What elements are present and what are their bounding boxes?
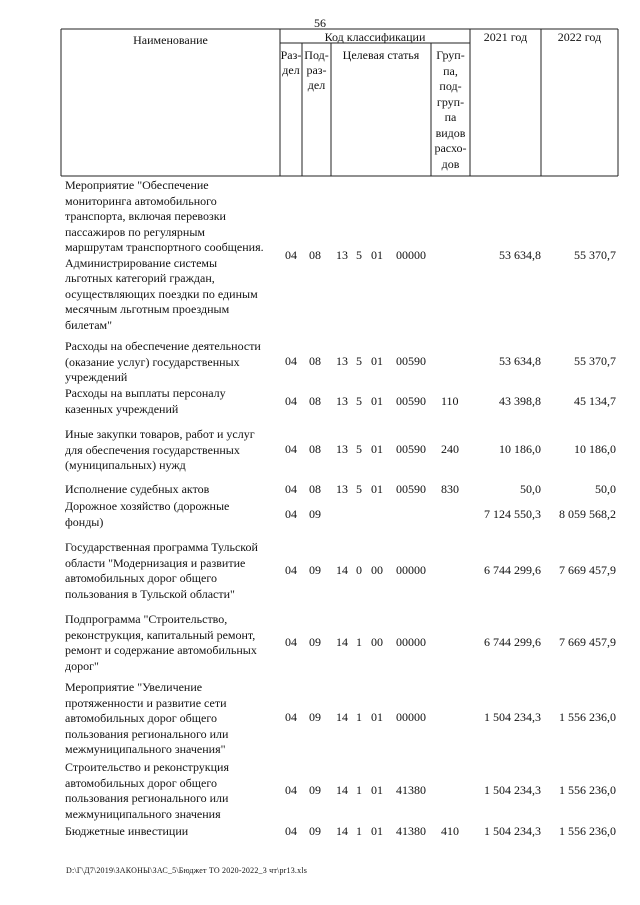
row-name-line: пользования регионального или — [65, 791, 229, 805]
row-code-cs3: 00 — [371, 563, 383, 577]
row-name — [65, 760, 280, 822]
header-razdel-line: дел — [282, 63, 300, 77]
header-celevaya: Целевая статья — [342, 48, 420, 62]
row-name — [65, 499, 280, 530]
row-value-2022: 8 059 568,2 — [559, 507, 616, 521]
row-name-line: Государственная программа Тульской — [65, 540, 258, 554]
row-code-rz: 04 — [285, 710, 297, 724]
header-gruppa — [431, 48, 470, 172]
row-code-cs4: 00000 — [396, 248, 426, 262]
row-name-line: (оказание услуг) государственных — [65, 354, 240, 369]
header-razdel-line: Раз- — [280, 48, 302, 62]
row-code-pr: 09 — [309, 507, 321, 521]
header-podrazdel-line: дел — [307, 78, 326, 92]
row-value-2021: 6 744 299,6 — [484, 563, 541, 577]
row-name-line: пользования в Тульской области" — [65, 586, 235, 601]
row-value-2021: 10 186,0 — [499, 442, 541, 456]
row-name-line: Мероприятие "Увеличение — [65, 680, 203, 694]
header-code: Код классификации — [324, 30, 426, 44]
row-code-cs1: 14 — [336, 635, 348, 649]
row-code-cs1: 14 — [336, 710, 348, 724]
row-code-rz: 04 — [285, 482, 297, 496]
row-value-2022: 10 186,0 — [574, 442, 616, 456]
header-podrazdel — [302, 48, 331, 93]
row-name-line: Бюджетные инвестиции — [65, 824, 189, 838]
row-value-2021: 53 634,8 — [499, 248, 541, 262]
row-code-vr: 830 — [441, 482, 459, 496]
row-code-cs1: 13 — [336, 394, 348, 408]
footer-file-path: D:\Г\Д7\2019\ЗАКОНЫ\ЗАС_5\Бюджет ТО 2020-2022_3 чт\pr13.xls — [66, 866, 308, 875]
row-name-line: маршрутам транспортного сообщения. — [65, 240, 264, 254]
row-name-line: мониторинга автомобильного — [65, 193, 217, 208]
row-value-2022: 55 370,7 — [574, 354, 616, 368]
row-name-line: протяженности и развитие сети — [65, 695, 227, 710]
row-name-line: автомобильных дорог общего — [65, 775, 217, 790]
header-gruppa-line: под- — [439, 79, 462, 93]
row-name — [65, 427, 280, 474]
row-name-line: пользования регионального или — [65, 726, 229, 741]
row-value-2022: 1 556 236,0 — [559, 710, 616, 724]
row-name-line: Мероприятие "Обеспечение — [65, 178, 209, 192]
row-value-2022: 7 669 457,9 — [559, 563, 616, 577]
row-code-cs3: 01 — [371, 354, 383, 368]
row-code-rz: 04 — [285, 783, 297, 797]
row-code-pr: 08 — [309, 394, 321, 408]
row-name-line: Расходы на обеспечение деятельности — [65, 339, 261, 353]
row-code-cs4: 00590 — [396, 354, 426, 368]
row-name-line: автомобильных дорог общего — [65, 571, 217, 585]
row-code-rz: 04 — [285, 635, 297, 649]
row-code-cs1: 14 — [336, 783, 348, 797]
row-code-cs2: 1 — [356, 824, 362, 838]
row-name — [65, 178, 280, 333]
header-gruppa-line: видов — [435, 125, 466, 140]
row-value-2021: 1 504 234,3 — [484, 783, 541, 797]
header-gruppa-line: дов — [441, 156, 460, 171]
row-name — [65, 680, 280, 758]
header-razdel — [280, 48, 302, 78]
row-name-line: Строительство и реконструкция — [65, 760, 229, 774]
row-code-cs1: 13 — [336, 482, 348, 496]
row-name-line: осуществляющих поездки по единым — [65, 286, 258, 301]
row-code-vr: 110 — [441, 394, 459, 408]
row-value-2022: 45 134,7 — [574, 394, 616, 408]
row-name-line: Дорожное хозяйство (дорожные — [65, 499, 230, 513]
row-name-line: (муниципальных) нужд — [65, 458, 186, 472]
row-name — [65, 386, 280, 417]
row-code-cs2: 5 — [356, 354, 362, 368]
row-code-cs2: 0 — [356, 563, 362, 577]
row-code-cs3: 00 — [371, 635, 383, 649]
row-code-cs3: 01 — [371, 442, 383, 456]
row-name-line: учреждений — [65, 370, 128, 384]
row-name — [65, 482, 280, 498]
row-name-line: реконструкция, капитальный ремонт, — [65, 627, 256, 642]
row-code-pr: 09 — [309, 824, 321, 838]
row-name — [65, 339, 280, 386]
row-code-cs4: 00000 — [396, 563, 426, 577]
row-code-cs1: 13 — [336, 354, 348, 368]
header-gruppa-line: груп- — [436, 94, 465, 109]
row-code-cs1: 13 — [336, 442, 348, 456]
row-code-cs4: 00590 — [396, 442, 426, 456]
row-value-2022: 55 370,7 — [574, 248, 616, 262]
row-name-line: ремонт и содержание автомобильных — [65, 643, 257, 657]
row-code-cs2: 5 — [356, 442, 362, 456]
row-code-pr: 09 — [309, 563, 321, 577]
row-code-cs3: 01 — [371, 394, 383, 408]
row-code-cs3: 01 — [371, 482, 383, 496]
row-name-line: для обеспечения государственных — [65, 442, 240, 457]
row-code-pr: 08 — [309, 354, 321, 368]
row-code-cs4: 41380 — [396, 783, 426, 797]
row-code-cs3: 01 — [371, 783, 383, 797]
row-name-line: Иные закупки товаров, работ и услуг — [65, 427, 255, 441]
row-name-line: транспорта, включая перевозки — [65, 209, 226, 223]
row-code-cs3: 01 — [371, 824, 383, 838]
row-name-line: билетам" — [65, 317, 113, 332]
row-code-cs2: 1 — [356, 710, 362, 724]
page-number: 56 — [314, 16, 326, 30]
row-code-cs2: 1 — [356, 783, 362, 797]
row-code-cs4: 00000 — [396, 710, 426, 724]
row-name-line: Администрирование системы — [65, 255, 218, 270]
row-name-line: льготных категорий граждан, — [65, 271, 215, 285]
row-code-rz: 04 — [285, 507, 297, 521]
row-name-line: автомобильных дорог общего — [65, 711, 217, 725]
row-code-pr: 09 — [309, 635, 321, 649]
row-code-cs4: 00590 — [396, 482, 426, 496]
row-code-cs2: 5 — [356, 248, 362, 262]
row-value-2021: 1 504 234,3 — [484, 824, 541, 838]
row-value-2021: 50,0 — [520, 482, 541, 496]
row-code-cs2: 5 — [356, 394, 362, 408]
row-name-line: Расходы на выплаты персоналу — [65, 386, 226, 400]
row-code-pr: 08 — [309, 442, 321, 456]
header-gruppa-line: па — [444, 110, 457, 124]
header-podrazdel-line: Под- — [304, 48, 329, 62]
row-code-pr: 08 — [309, 482, 321, 496]
row-value-2021: 6 744 299,6 — [484, 635, 541, 649]
row-code-cs4: 41380 — [396, 824, 426, 838]
row-value-2021: 7 124 550,3 — [484, 507, 541, 521]
row-code-cs1: 14 — [336, 824, 348, 838]
row-value-2022: 1 556 236,0 — [559, 824, 616, 838]
header-year-2022: 2022 год — [557, 30, 602, 44]
row-code-pr: 08 — [309, 248, 321, 262]
row-name-line: казенных учреждений — [65, 401, 179, 416]
row-code-rz: 04 — [285, 824, 297, 838]
row-code-rz: 04 — [285, 442, 297, 456]
row-code-pr: 09 — [309, 783, 321, 797]
row-code-cs1: 13 — [336, 248, 348, 262]
row-name-line: пассажиров по регулярным — [65, 224, 205, 239]
header-gruppa-line: па, — [443, 63, 458, 78]
row-value-2022: 50,0 — [595, 482, 616, 496]
row-code-cs2: 1 — [356, 635, 362, 649]
row-code-rz: 04 — [285, 394, 297, 408]
row-code-cs3: 01 — [371, 710, 383, 724]
row-name-line: Исполнение судебных актов — [65, 482, 210, 496]
row-code-cs3: 01 — [371, 248, 383, 262]
header-year-2021: 2021 год — [483, 30, 528, 44]
row-code-pr: 09 — [309, 710, 321, 724]
row-code-rz: 04 — [285, 248, 297, 262]
row-name — [65, 612, 280, 674]
header-gruppa-line: Груп- — [436, 48, 465, 62]
row-value-2021: 53 634,8 — [499, 354, 541, 368]
row-name — [65, 824, 280, 840]
row-name-line: фонды) — [65, 514, 104, 529]
row-code-cs4: 00000 — [396, 635, 426, 649]
row-code-vr: 410 — [441, 824, 459, 838]
row-name-line: межмуниципального значения — [65, 806, 221, 821]
row-name-line: месячным льготным проездным — [65, 302, 230, 316]
row-code-vr: 240 — [441, 442, 459, 456]
row-value-2021: 1 504 234,3 — [484, 710, 541, 724]
row-code-rz: 04 — [285, 354, 297, 368]
row-name-line: межмуниципального значения" — [65, 742, 226, 756]
row-code-cs2: 5 — [356, 482, 362, 496]
row-name — [65, 540, 280, 602]
row-value-2022: 1 556 236,0 — [559, 783, 616, 797]
row-code-cs4: 00590 — [396, 394, 426, 408]
row-value-2021: 43 398,8 — [499, 394, 541, 408]
row-name-line: области "Модернизация и развитие — [65, 555, 246, 570]
row-name-line: дорог" — [65, 658, 99, 673]
row-code-cs1: 14 — [336, 563, 348, 577]
row-name-line: Подпрограмма "Строительство, — [65, 612, 228, 626]
row-value-2022: 7 669 457,9 — [559, 635, 616, 649]
header-podrazdel-line: раз- — [306, 63, 327, 77]
header-gruppa-line: расхо- — [434, 141, 467, 155]
header-name: Наименование — [133, 33, 208, 47]
row-code-rz: 04 — [285, 563, 297, 577]
